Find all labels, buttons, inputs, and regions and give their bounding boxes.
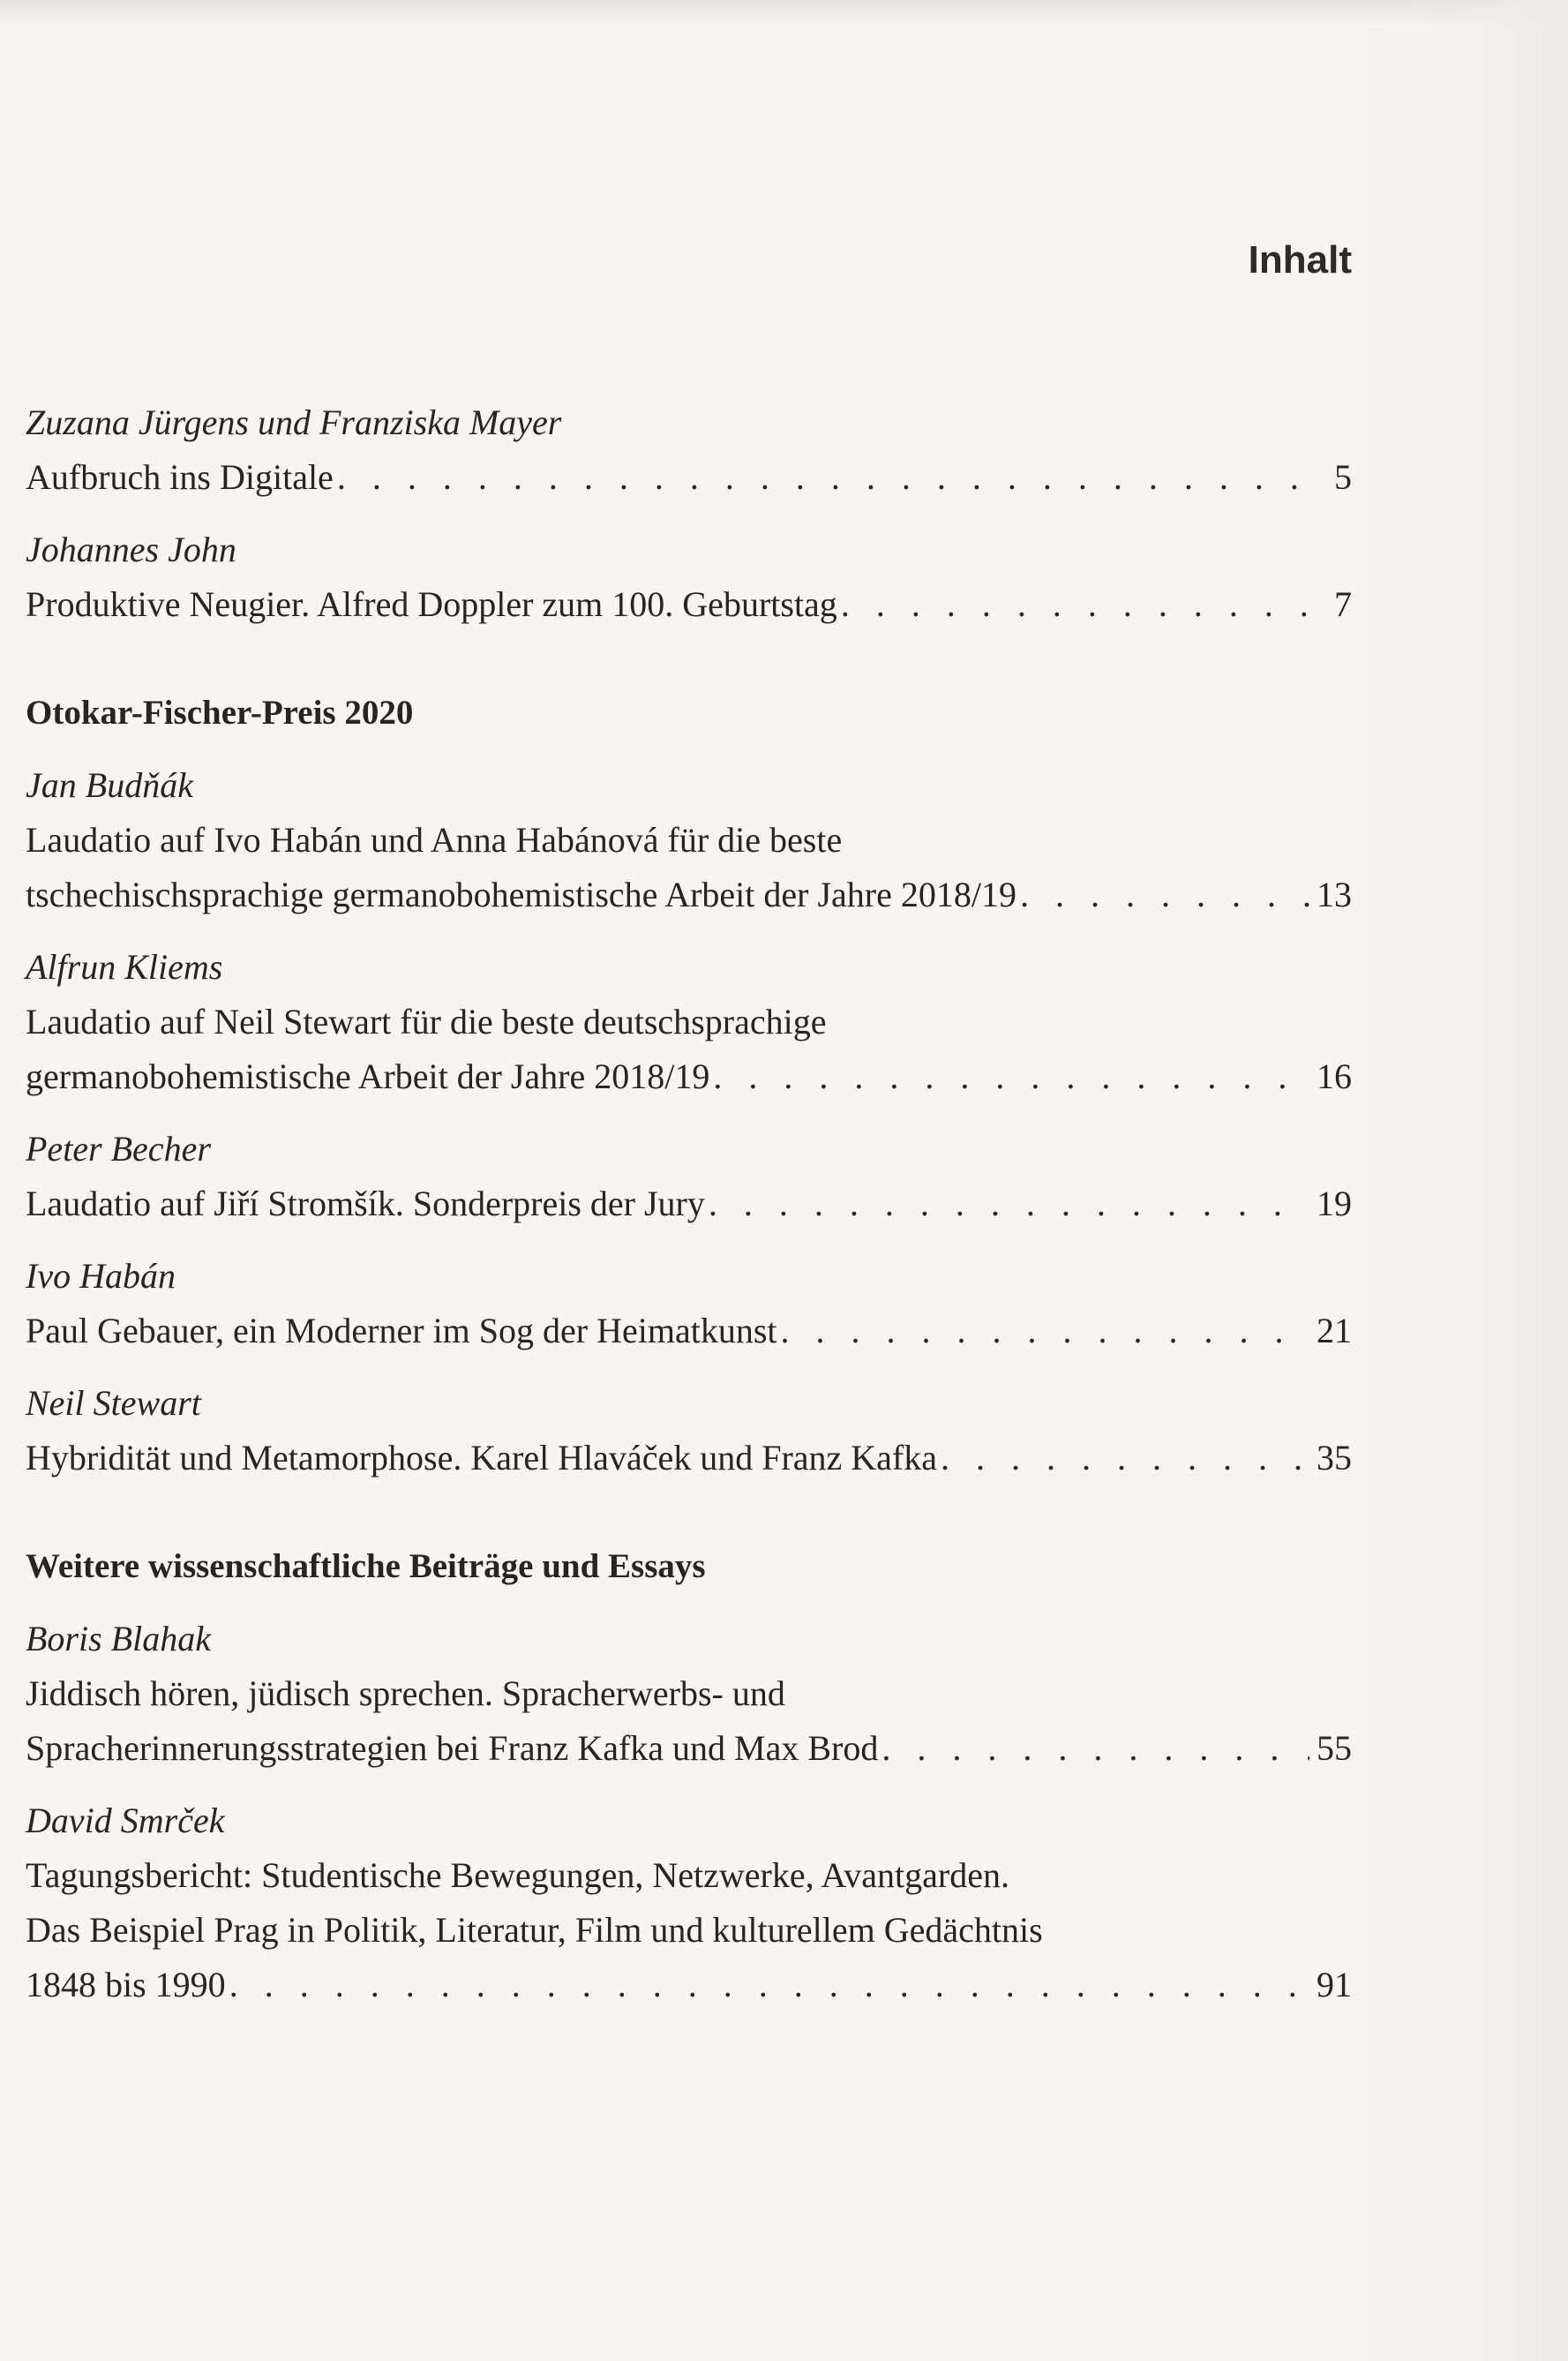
entry-author: Zuzana Jürgens und Franziska Mayer (26, 402, 562, 442)
entry-title-line (26, 1848, 1352, 1903)
entry-title-line (26, 813, 1352, 868)
entry-author: David Smrček (26, 1801, 225, 1840)
toc-entry (26, 1612, 1352, 1776)
entry-title-text: germanobohemistische Arbeit der Jahre 2018/19 (26, 1056, 710, 1096)
entry-author: Peter Becher (26, 1129, 211, 1169)
page-number: 19 (1317, 1184, 1352, 1223)
dot-leader (781, 1304, 1309, 1358)
entry-title-line (26, 995, 1352, 1049)
entry-title-text: tschechischsprachige germanobohemistische Arbeit der Jahre 2018/19 (26, 875, 1017, 914)
dot-leader (713, 1049, 1309, 1104)
toc-entry (26, 940, 1352, 1104)
toc-entry (26, 758, 1352, 922)
dot-leader (1020, 868, 1309, 922)
entry-author: Ivo Habán (26, 1256, 176, 1296)
entry-title-text: Laudatio auf Neil Stewart für die beste deutschsprachige (26, 1002, 827, 1041)
entry-author: Boris Blahak (26, 1619, 211, 1658)
dot-leader (941, 1431, 1309, 1485)
entry-title-line (26, 1177, 1352, 1231)
entry-title-line (26, 1049, 1352, 1104)
page-gutter-shadow (1356, 0, 1568, 2361)
entry-title-line (26, 1903, 1352, 1958)
entry-title-text: Aufbruch ins Digitale (26, 457, 334, 497)
entry-author: Jan Budňák (26, 765, 193, 805)
toc-entry (26, 395, 1352, 505)
page-number: 7 (1334, 584, 1352, 624)
entry-author: Alfrun Kliems (26, 947, 223, 987)
toc-entry (26, 1249, 1352, 1358)
page-number: 21 (1317, 1311, 1352, 1350)
page-edge-shadow (0, 0, 1568, 26)
page-number: 5 (1334, 457, 1352, 497)
toc-entry (26, 1793, 1352, 2012)
toc-entry (26, 1122, 1352, 1231)
page-number: 13 (1317, 875, 1352, 914)
dot-leader (709, 1177, 1309, 1231)
page-number: 35 (1317, 1438, 1352, 1478)
entry-title-line (26, 1666, 1352, 1721)
entry-title-text: Tagungsbericht: Studentische Bewegungen, Netzwerke, Avantgarden. (26, 1855, 1009, 1895)
entry-title-line (26, 1431, 1352, 1485)
section-heading: Weitere wissenschaftliche Beiträge und Essays (26, 1547, 706, 1585)
page-number: 16 (1317, 1056, 1352, 1096)
page-number: 91 (1317, 1965, 1352, 2004)
dot-leader (229, 1958, 1309, 2012)
entry-title-text: Spracherinnerungsstrategien bei Franz Kafka und Max Brod (26, 1728, 879, 1768)
entry-title-line (26, 1958, 1352, 2012)
entry-title-text: Paul Gebauer, ein Moderner im Sog der Heimatkunst (26, 1311, 777, 1350)
entry-title-line (26, 868, 1352, 922)
page-title: Inhalt (1248, 238, 1352, 282)
entry-title-text: Laudatio auf Ivo Habán und Anna Habánová für die beste (26, 820, 843, 860)
entry-title-text: Das Beispiel Prag in Politik, Literatur, Film und kulturellem Gedächtnis (26, 1910, 1043, 1950)
dot-leader (841, 577, 1309, 632)
page-number: 55 (1317, 1728, 1352, 1768)
entry-title-text: 1848 bis 1990 (26, 1965, 226, 2004)
dot-leader (337, 450, 1309, 505)
entry-title-text: Laudatio auf Jiří Stromšík. Sonderpreis der Jury (26, 1184, 705, 1223)
entry-title-text: Jiddisch hören, jüdisch sprechen. Spracherwerbs- und (26, 1673, 785, 1713)
table-of-contents (26, 395, 1352, 2012)
section-heading: Otokar-Fischer-Preis 2020 (26, 694, 414, 732)
entry-title-text: Hybridität und Metamorphose. Karel Hlaváček und Franz Kafka (26, 1438, 937, 1478)
entry-author: Neil Stewart (26, 1383, 201, 1423)
entry-title-line (26, 1304, 1352, 1358)
entry-author: Johannes John (26, 530, 236, 569)
toc-entry (26, 1376, 1352, 1485)
entry-title-line (26, 450, 1352, 505)
toc-entry (26, 523, 1352, 632)
dot-leader (882, 1721, 1309, 1776)
entry-title-line (26, 577, 1352, 632)
entry-title-text: Produktive Neugier. Alfred Doppler zum 100. Geburtstag (26, 584, 837, 624)
entry-title-line (26, 1721, 1352, 1776)
